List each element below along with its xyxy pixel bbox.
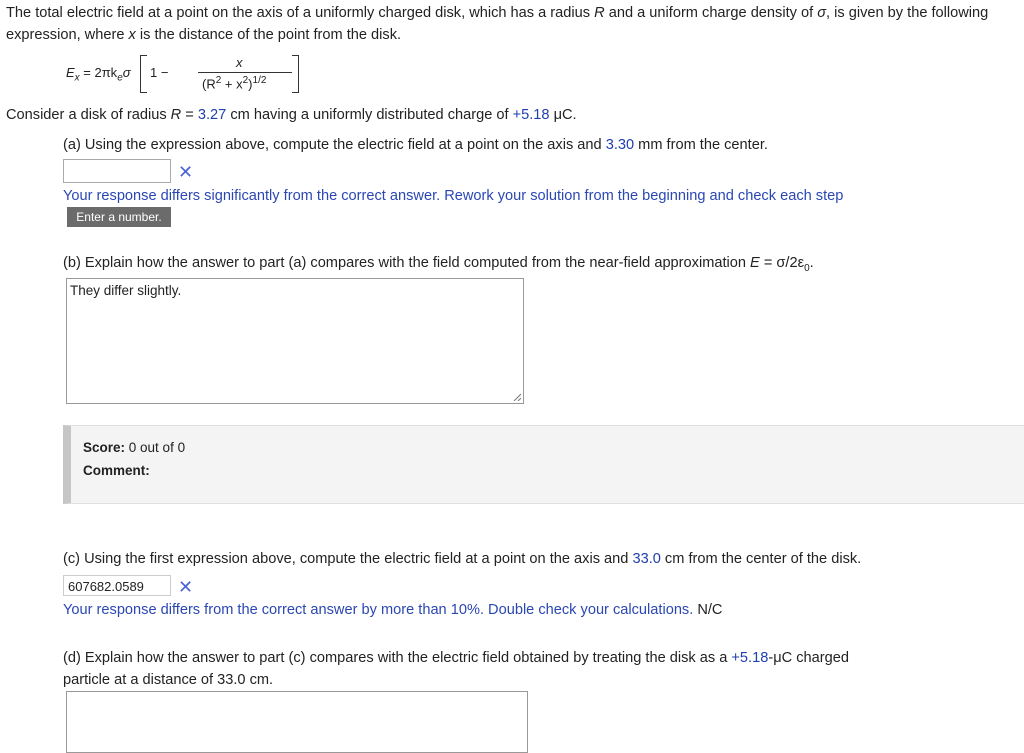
var-R: R <box>594 5 605 21</box>
den-exp-half: 1/2 <box>252 75 267 86</box>
intro-paragraph <box>6 2 1020 46</box>
part-c-unit: N/C <box>693 602 723 618</box>
part-a-question <box>63 137 768 153</box>
part-b-sub0: 0 <box>804 262 810 274</box>
enter-number-tooltip: Enter a number. <box>67 207 171 227</box>
part-a-distance: 3.30 <box>605 137 635 153</box>
wrong-icon: ✕ <box>178 577 194 597</box>
intro-text-3: , is given by the following expression, where <box>6 5 989 43</box>
formula-eq: = 2πk <box>79 65 118 80</box>
part-d-question <box>63 647 849 691</box>
formula-lhs <box>66 65 131 84</box>
intro-text-2: and a uniform charge density of <box>604 5 818 21</box>
part-d-text-2: -μC charged <box>768 650 849 666</box>
den-exp-r: 2 <box>215 75 222 86</box>
consider-text-2: cm having a uniformly distributed charge of <box>226 107 513 123</box>
score-line <box>83 440 185 455</box>
den-open: (R <box>202 76 216 92</box>
part-d-answer-textarea[interactable] <box>66 691 528 753</box>
formula-E: E <box>66 65 75 80</box>
radius-value: 3.27 <box>197 107 227 123</box>
intro-text-4: is the distance of the point from the disk. <box>135 27 402 43</box>
var-sigma: σ <box>817 5 827 21</box>
fraction-line <box>198 72 292 73</box>
consider-text-1: Consider a disk of radius <box>6 107 171 123</box>
part-a-feedback: Your response differs significantly from the correct answer. Rework your solution from the beginning and check each step <box>63 188 844 204</box>
score-label: Score: <box>83 440 126 455</box>
intro-text-1: The total electric field at a point on the axis of a uniformly charged disk, which has a radius <box>6 5 595 21</box>
formula-x-sub: x <box>74 72 80 84</box>
formula-one-minus: 1 − <box>150 65 169 80</box>
resize-handle-icon[interactable] <box>513 393 521 401</box>
part-b-question <box>63 255 814 274</box>
consider-R: R <box>170 107 182 123</box>
part-c-feedback-line <box>63 602 722 618</box>
wrong-icon: ✕ <box>178 162 194 182</box>
part-c-text-2: cm from the center of the disk. <box>660 551 862 567</box>
part-b-eq: = σ/2ε <box>759 255 805 271</box>
score-panel <box>63 425 1024 504</box>
part-a-answer-input[interactable] <box>63 159 171 183</box>
part-b-answer-text: They differ slightly. <box>70 283 182 298</box>
charge-value: +5.18 <box>512 107 550 123</box>
part-c-answer-input[interactable]: 607682.0589 <box>63 575 171 596</box>
part-d-line2: particle at a distance of 33.0 cm. <box>63 672 274 688</box>
part-c-text-1: (c) Using the first expression above, compute the electric field at a point on the axis and <box>63 551 633 567</box>
part-c-distance: 33.0 <box>632 551 661 567</box>
part-a-text-1: (a) Using the expression above, compute the electric field at a point on the axis and <box>63 137 606 153</box>
part-d-text-1: (d) Explain how the answer to part (c) compares with the electric field obtained by treating the disk as a <box>63 650 732 666</box>
part-b-text-1: (b) Explain how the answer to part (a) compares with the field computed from the near-field approximation <box>63 255 751 271</box>
part-b-answer-textarea[interactable] <box>66 278 524 404</box>
consider-line <box>6 107 577 123</box>
den-close: ) <box>248 76 253 92</box>
formula-numerator: x <box>236 55 243 70</box>
score-value: 0 out of 0 <box>125 440 186 455</box>
part-c-question <box>63 551 861 567</box>
left-bracket <box>140 55 147 93</box>
formula-denominator <box>202 75 266 91</box>
formula-sigma: σ <box>122 65 131 80</box>
part-c-feedback: Your response differs from the correct answer by more than 10%. Double check your calculations. <box>63 602 694 618</box>
part-a-text-2: mm from the center. <box>634 137 768 153</box>
part-b-E: E <box>750 255 760 271</box>
formula-e-sub: e <box>117 72 123 84</box>
den-mid: + x <box>221 76 243 92</box>
right-bracket <box>292 55 299 93</box>
den-exp-x: 2 <box>242 75 249 86</box>
comment-label: Comment: <box>83 463 150 478</box>
consider-eq: = <box>181 107 198 123</box>
part-b-period: . <box>809 255 814 271</box>
var-x: x <box>128 27 136 43</box>
part-d-charge: +5.18 <box>731 650 769 666</box>
consider-unit: μC. <box>549 107 577 123</box>
